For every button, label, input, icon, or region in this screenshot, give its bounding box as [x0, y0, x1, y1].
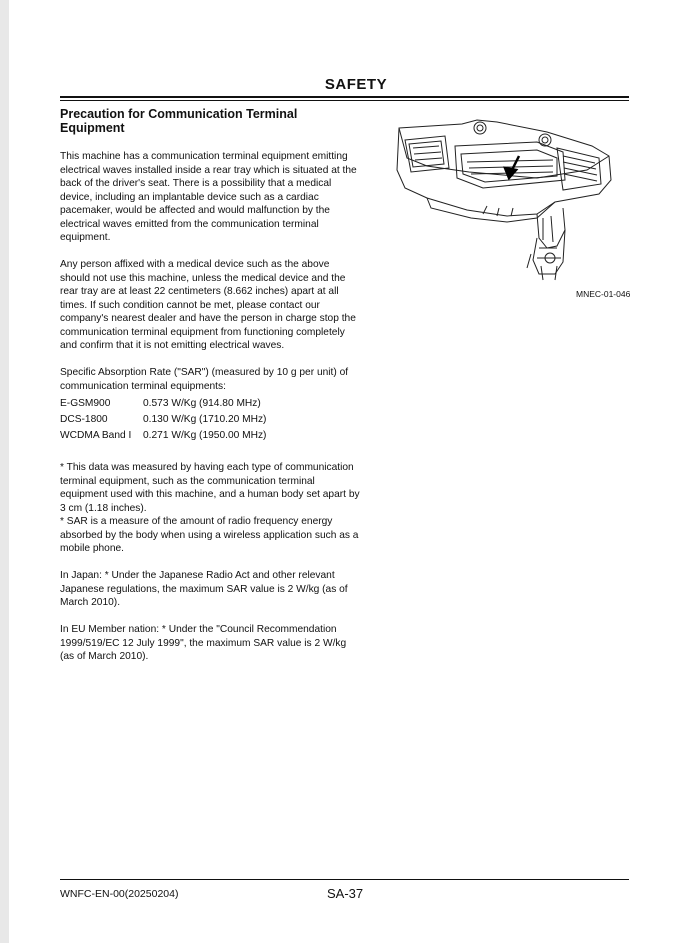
- sar-value: 0.130 W/Kg (1710.20 MHz): [143, 414, 267, 425]
- page-number: SA-37: [327, 886, 364, 901]
- manual-page: [9, 0, 687, 943]
- sar-table: [60, 396, 266, 444]
- sar-band: WCDMA Band I: [60, 430, 132, 441]
- sar-value: 0.573 W/Kg (914.80 MHz): [143, 398, 261, 409]
- sar-row: [60, 428, 266, 444]
- note-sar-definition: * SAR is a measure of the amount of radio frequency energy absorbed by the body when using a wireless application such as a mobile phone.: [60, 516, 359, 554]
- paragraph-eu-regulation: In EU Member nation: * Under the "Council Recommendation 1999/519/EC 12 July 1999", the maximum SAR value is 2 W/kg (as of March 2010).: [60, 624, 347, 662]
- rear-tray-illustration: [387, 118, 617, 286]
- header-rule-thin: [60, 100, 629, 101]
- section-heading: Precaution for Communication Terminal Equipment: [60, 107, 298, 135]
- sar-value: 0.271 W/Kg (1950.00 MHz): [143, 430, 267, 441]
- paragraph-installation: This machine has a communication terminal equipment emitting electrical waves installed inside a rear tray which is situated at the back of the driver's seat. There is a possibility that a medical device, including an implantable device such as a cardiac pacemaker, would be affected and would malfunction by the electrical waves emitted from the communication terminal equipment.: [60, 151, 357, 243]
- paragraph-sar-intro: Specific Absorption Rate ("SAR") (measured by 10 g per unit) of communication terminal equipments:: [60, 367, 349, 392]
- sar-row: [60, 396, 266, 412]
- note-measurement: * This data was measured by having each type of communication terminal equipment, such as the communication terminal equipment used with this machine, and a human body set apart by 3 cm (1.18 inches).: [60, 462, 360, 514]
- sar-row: [60, 412, 266, 428]
- document-code: WNFC-EN-00(20250204): [60, 888, 179, 900]
- paragraph-medical-device-warning: Any person affixed with a medical device such as the above should not use this machine, unless the medical device and the rear tray are at least 22 centimeters (8.662 inches) apart at all times. If such condition cannot be met, please contact our company's nearest dealer and have the person in charge stop the communication terminal equipment from functioning completely and confirm that it is not emitting electrical waves.: [60, 259, 356, 351]
- figure-caption: MNEC-01-046: [576, 289, 631, 299]
- page-title: SAFETY: [324, 76, 388, 93]
- paragraph-japan-regulation: In Japan: * Under the Japanese Radio Act and other relevant Japanese regulations, the maximum SAR value is 2 W/kg (as of March 2010).: [60, 570, 348, 608]
- footer-rule: [60, 879, 629, 880]
- sar-band: E-GSM900: [60, 398, 111, 409]
- header-rule-thick: [60, 96, 629, 98]
- sar-band: DCS-1800: [60, 414, 108, 425]
